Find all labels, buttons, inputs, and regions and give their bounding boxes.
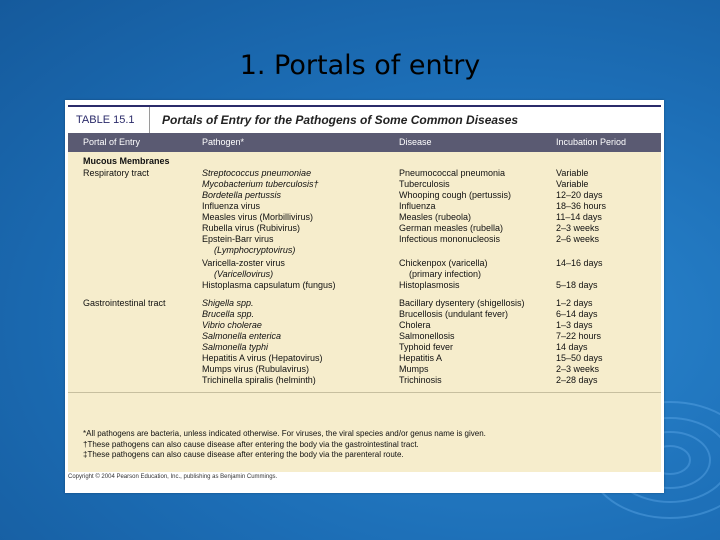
table-row (68, 223, 661, 234)
disease-cell: (primary infection) (409, 269, 482, 279)
table-row (68, 364, 661, 375)
footnote: †These pathogens can also cause disease after entering the body via the gastrointestinal tract. (83, 440, 419, 449)
disease-cell: Mumps (399, 364, 429, 374)
table-row (68, 168, 661, 179)
period-cell: 1–2 days (556, 298, 593, 308)
disease-cell: Measles (rubeola) (399, 212, 472, 222)
pathogen-cell: Vibrio cholerae (202, 320, 262, 330)
disease-cell: Histoplasmosis (399, 280, 460, 290)
period-cell: 15–50 days (556, 353, 603, 363)
disease-cell: Tuberculosis (399, 179, 450, 189)
table-row (68, 375, 661, 386)
period-cell: 6–14 days (556, 309, 598, 319)
table-header-bar (68, 105, 661, 134)
pathogen-cell: Rubella virus (Rubivirus) (202, 223, 301, 233)
table-row (68, 320, 661, 331)
disease-cell: Bacillary dysentery (shigellosis) (399, 298, 525, 308)
period-cell: 1–3 days (556, 320, 593, 330)
disease-cell: German measles (rubella) (399, 223, 504, 233)
pathogen-cell: (Varicellovirus) (214, 269, 274, 279)
period-cell: 18–36 hours (556, 201, 607, 211)
footnote: ‡These pathogens can also cause disease after entering the body via the parenteral route. (83, 450, 404, 459)
table-row (68, 258, 661, 269)
table-number: TABLE 15.1 (68, 107, 150, 133)
period-cell: 2–6 weeks (556, 234, 600, 244)
column-header-row (68, 133, 661, 152)
portal-cell: Respiratory tract (83, 168, 150, 178)
column-header-portal: Portal of Entry (83, 137, 141, 147)
disease-cell: Influenza (399, 201, 436, 211)
table-body (68, 152, 661, 472)
pathogen-cell: Salmonella enterica (202, 331, 282, 341)
column-header-disease: Disease (399, 137, 432, 147)
section-heading: Mucous Membranes (83, 156, 170, 166)
table-row (68, 298, 661, 309)
table-divider (68, 392, 661, 393)
table-row (68, 309, 661, 320)
disease-cell: Hepatitis A (399, 353, 443, 363)
table-figure (65, 100, 664, 493)
section-heading-row (68, 156, 661, 167)
period-cell: 14 days (556, 342, 588, 352)
pathogen-cell: Mycobacterium tuberculosis† (202, 179, 319, 189)
period-cell: 2–3 weeks (556, 364, 600, 374)
disease-cell: Pneumococcal pneumonia (399, 168, 506, 178)
disease-cell: Typhoid fever (399, 342, 454, 352)
table-row (68, 280, 661, 291)
pathogen-cell: Hepatitis A virus (Hepatovirus) (202, 353, 323, 363)
table-caption: Portals of Entry for the Pathogens of Some Common Diseases (162, 113, 519, 127)
disease-cell: Whooping cough (pertussis) (399, 190, 512, 200)
table-row (68, 190, 661, 201)
pathogen-cell: Influenza virus (202, 201, 261, 211)
table-row (68, 245, 661, 256)
disease-cell: Infectious mononucleosis (399, 234, 501, 244)
pathogen-cell: Bordetella pertussis (202, 190, 282, 200)
column-header-incubation: Incubation Period (556, 137, 627, 147)
table-row (68, 201, 661, 212)
copyright-notice: Copyright © 2004 Pearson Education, Inc., publishing as Benjamin Cummings. (68, 474, 278, 480)
period-cell: 2–28 days (556, 375, 598, 385)
period-cell: Variable (556, 179, 589, 189)
period-cell: 14–16 days (556, 258, 603, 268)
disease-cell: Brucellosis (undulant fever) (399, 309, 509, 319)
portal-cell: Gastrointestinal tract (83, 298, 166, 308)
pathogen-cell: Measles virus (Morbillivirus) (202, 212, 314, 222)
table-row (68, 342, 661, 353)
pathogen-cell: Trichinella spiralis (helminth) (202, 375, 316, 385)
period-cell: 7–22 hours (556, 331, 602, 341)
pathogen-cell: Histoplasma capsulatum (fungus) (202, 280, 336, 290)
table-row (68, 331, 661, 342)
table-row (68, 269, 661, 280)
disease-cell: Cholera (399, 320, 431, 330)
period-cell: Variable (556, 168, 589, 178)
slide-title: 1. Portals of entry (239, 50, 481, 81)
pathogen-cell: Brucella spp. (202, 309, 255, 319)
table-row (68, 179, 661, 190)
pathogen-cell: Streptococcus pneumoniae (202, 168, 312, 178)
period-cell: 5–18 days (556, 280, 598, 290)
disease-cell: Trichinosis (399, 375, 442, 385)
table-row (68, 353, 661, 364)
pathogen-cell: Varicella-zoster virus (202, 258, 285, 268)
pathogen-cell: Salmonella typhi (202, 342, 269, 352)
period-cell: 2–3 weeks (556, 223, 600, 233)
pathogen-cell: (Lymphocryptovirus) (214, 245, 296, 255)
period-cell: 11–14 days (556, 212, 602, 222)
period-cell: 12–20 days (556, 190, 603, 200)
pathogen-cell: Shigella spp. (202, 298, 254, 308)
pathogen-cell: Epstein-Barr virus (202, 234, 274, 244)
column-header-pathogen: Pathogen* (202, 137, 245, 147)
disease-cell: Chickenpox (varicella) (399, 258, 488, 268)
footnote: *All pathogens are bacteria, unless indicated otherwise. For viruses, the viral species and/or genus name is given. (83, 429, 486, 438)
table-row (68, 234, 661, 245)
pathogen-cell: Mumps virus (Rubulavirus) (202, 364, 310, 374)
disease-cell: Salmonellosis (399, 331, 455, 341)
table-row (68, 212, 661, 223)
